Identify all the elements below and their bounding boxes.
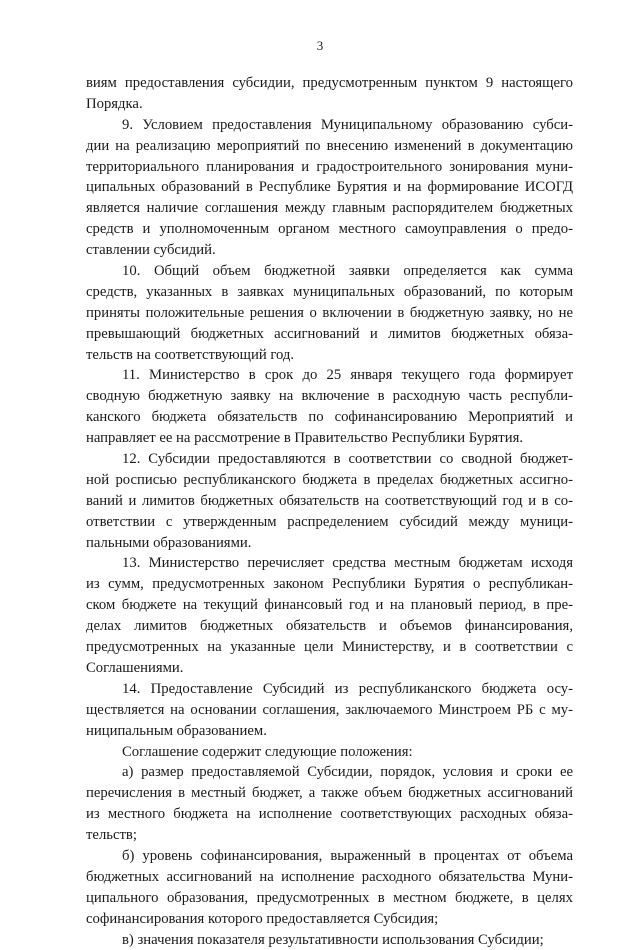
text-line: ществляется на основании соглашения, заключаемого Минстроем РБ с му- — [86, 701, 573, 718]
paragraph — [86, 846, 573, 930]
text-line: 13. Министерство перечисляет средства местным бюджетам исходя — [122, 555, 573, 572]
text-line: ципального образования, предусмотренных в местном бюджете, в целях — [86, 889, 573, 906]
text-line: ответствии с утвержденным распределением субсидий между муници- — [86, 513, 573, 530]
text-line: тельств на соответствующий год. — [86, 346, 295, 363]
text-line: 12. Субсидии предоставляются в соответствии со сводной бюджет- — [122, 451, 573, 468]
text-line: дии на реализацию мероприятий по внесению изменений в документацию — [86, 137, 573, 154]
text-line: направляет ее на рассмотрение в Правительство Республики Бурятия. — [86, 430, 524, 447]
body-text — [86, 73, 573, 950]
paragraph — [86, 73, 573, 115]
paragraph — [86, 115, 573, 261]
text-line: территориального планирования и градостроительного зонирования муни- — [86, 158, 573, 175]
text-line: Соглашение содержит следующие положения: — [122, 743, 413, 760]
text-line: ной росписью республиканского бюджета в пределах бюджетных ассигно- — [86, 471, 573, 488]
text-line: из местного бюджета на исполнение соответствующих расходных обяза- — [86, 806, 573, 823]
text-line: сводную бюджетную заявку на включение в расходную часть республи- — [86, 388, 573, 405]
text-line: в) значения показателя результативности использования Субсидии; — [122, 931, 544, 948]
text-line: является наличие соглашения между главным распорядителем бюджетных — [86, 200, 573, 217]
text-line: ципальных образований в Республике Бурятия и на формирование ИСОГД — [86, 179, 573, 196]
text-line: ставлении субсидий. — [86, 242, 216, 259]
paragraph — [86, 553, 573, 678]
text-line: ниципальным образованием. — [86, 722, 267, 739]
text-line: софинансирования которого предоставляется Субсидия; — [86, 910, 439, 927]
text-line: канского бюджета обязательств по софинансированию Мероприятий и — [86, 409, 573, 426]
text-line: Соглашениями. — [86, 659, 184, 676]
text-line: виям предоставления субсидии, предусмотренным пунктом 9 настоящего — [86, 75, 573, 91]
text-line: тельств; — [86, 827, 137, 844]
text-line: 14. Предоставление Субсидий из республиканского бюджета осу- — [122, 680, 573, 697]
text-line: 11. Министерство в срок до 25 января текущего года формирует — [122, 367, 573, 384]
text-line: средств и уполномоченным органом местного самоуправления о предо- — [86, 221, 573, 238]
text-line: перечисления в местный бюджет, а также объем бюджетных ассигнований — [86, 785, 573, 802]
paragraph — [86, 365, 573, 449]
text-line: превышающий бюджетных ассигнований и лимитов бюджетных обяза- — [86, 325, 573, 342]
text-line: а) размер предоставляемой Субсидии, порядок, условия и сроки ее — [122, 764, 573, 781]
text-line: 9. Условием предоставления Муниципальному образованию субси- — [122, 116, 573, 133]
text-line: делах лимитов бюджетных обязательств и объемов финансирования, — [86, 618, 573, 635]
paragraph — [86, 742, 573, 763]
text-line: 10. Общий объем бюджетной заявки определяется как сумма — [122, 263, 573, 280]
text-line: ском бюджете на текущий финансовый год и на плановый период, в пре- — [86, 597, 573, 614]
page-number: 3 — [316, 38, 324, 53]
paragraph — [86, 261, 573, 365]
text-line: средств, указанных в заявках муниципальных образований, по которым — [86, 283, 573, 300]
text-line: Порядка. — [86, 95, 143, 112]
text-line: из сумм, предусмотренных законом Республики Бурятия о республикан- — [86, 576, 573, 593]
text-line: пальными образованиями. — [86, 534, 252, 551]
text-line: приняты положительные решения о включении в бюджетную заявку, но не — [86, 304, 573, 321]
paragraph — [86, 762, 573, 846]
text-line: ваний и лимитов бюджетных обязательств на соответствующий год и в со- — [86, 492, 573, 509]
text-line: бюджетных ассигнований на исполнение расходного обязательства Муни- — [86, 868, 573, 885]
paragraph — [86, 679, 573, 742]
paragraph — [86, 930, 573, 950]
text-line: б) уровень софинансирования, выраженный в процентах от объема — [122, 847, 573, 864]
text-line: предусмотренных на указанные цели Министерству, и в соответствии с — [86, 639, 573, 656]
paragraph — [86, 449, 573, 553]
